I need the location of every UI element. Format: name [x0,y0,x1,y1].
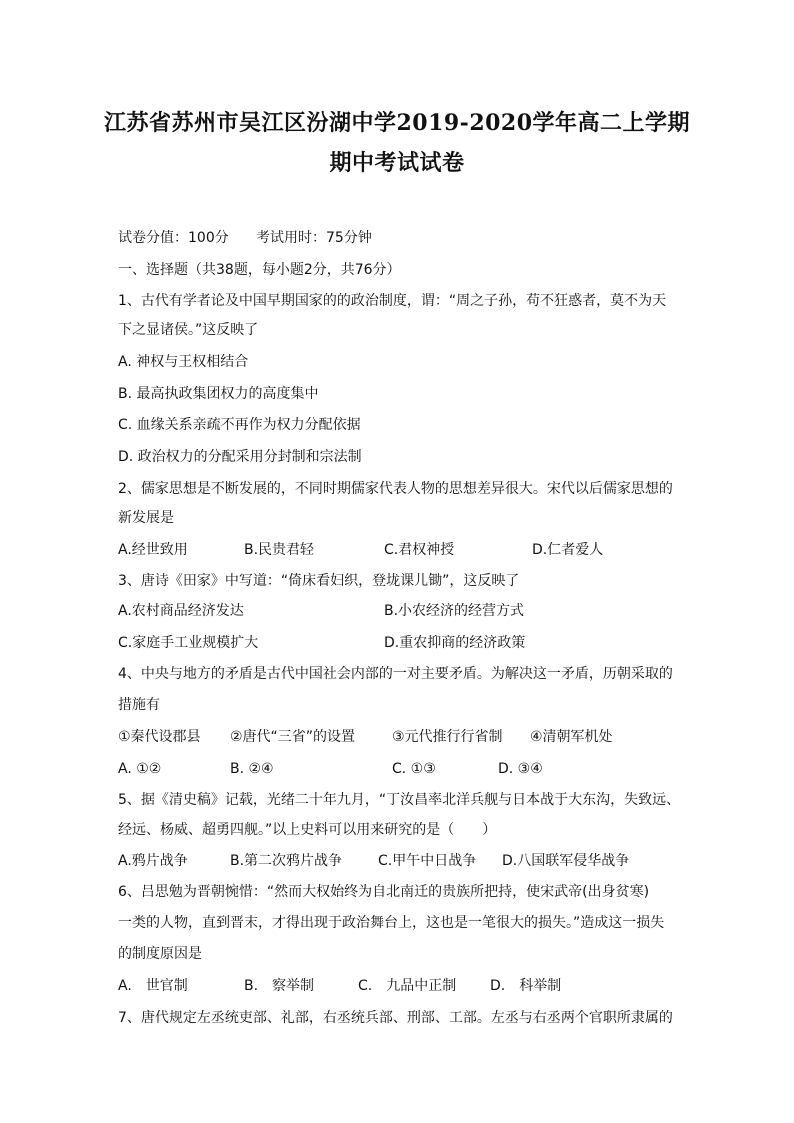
question-3-stem: 3、唐诗《田家》中写道：“倚床看妇织，登垅课儿锄”，这反映了 [118,573,520,589]
question-1-option-b: B. 最高执政集团权力的高度集中 [118,386,319,402]
score-value: 试卷分值：100分 [118,230,229,246]
question-4-option-d: D. ③④ [498,761,543,777]
question-5-options [118,851,678,871]
question-2-option-b: B.民贵君轻 [244,542,315,558]
question-6-stem-line-1: 6、吕思勉为晋朝惋惜：“然而大权始终为自北南迁的贵族所把持，使宋武帝(出身贫寒) [118,884,650,900]
question-4-item-2: ②唐代“三省”的设置 [230,729,356,745]
time-value: 考试用时：75分钟 [256,230,372,246]
question-2-options [118,540,678,560]
question-6-option-b: B. 察举制 [244,978,315,994]
question-2-option-c: C.君权神授 [384,542,455,558]
question-5-stem-line-1: 5、据《清史稿》记载，光绪二十年九月，“丁汝昌率北洋兵舰与日本战于大东沟，失致远、 [118,792,681,808]
question-4-option-a: A. ①② [118,761,162,777]
question-5-option-a: A.鸦片战争 [118,853,188,869]
question-4-option-c: C. ①③ [392,761,436,777]
question-4-item-1: ①秦代设郡县 [118,729,201,745]
question-6-option-c: C. 九品中正制 [358,978,457,994]
question-1-stem-line-2: 下之显诸侯。”这反映了 [118,322,259,338]
question-4-item-3: ③元代推行行省制 [392,729,503,745]
question-5-option-c: C.甲午中日战争 [378,853,477,869]
question-5-stem-line-2: 经远、杨威、超勇四舰。”以上史料可以用来研究的是（ ） [118,822,497,838]
question-6-option-a: A. 世官制 [118,978,188,994]
question-1-option-a: A. 神权与王权相结合 [118,354,249,370]
question-1-option-c: C. 血缘关系亲疏不再作为权力分配依据 [118,417,361,433]
question-3-options-row-2 [118,633,678,653]
question-6-stem-line-3: 的制度原因是 [118,946,202,962]
question-1-option-d: D. 政治权力的分配采用分封制和宗法制 [118,449,362,465]
section-heading: 一、选择题（共38题，每小题2分，共76分） [118,262,401,278]
exam-title-line-2: 期中考试试卷 [329,150,465,176]
question-4-options [118,759,678,779]
question-4-option-b: B. ②④ [230,761,274,777]
question-3-option-d: D.重农抑商的经济政策 [384,635,526,651]
question-3-option-a: A.农村商品经济发达 [118,603,244,619]
question-3-options-row-1 [118,601,678,621]
question-2-stem-line-1: 2、儒家思想是不断发展的，不同时期儒家代表人物的思想差异很大。宋代以后儒家思想的 [118,481,673,497]
question-3-option-c: C.家庭手工业规模扩大 [118,635,259,651]
question-4-items [118,727,678,747]
question-4-stem-line-2: 措施有 [118,697,160,713]
question-2-stem-line-2: 新发展是 [118,510,174,526]
question-2-option-d: D.仁者爱人 [532,542,604,558]
exam-title-line-1: 江苏省苏州市吴江区汾湖中学2019-2020学年高二上学期 [103,110,691,136]
question-6-option-d: D. 科举制 [490,978,562,994]
question-3-option-b: B.小农经济的经营方式 [384,603,525,619]
question-5-option-d: D.八国联军侵华战争 [502,853,630,869]
question-1-stem-line-1: 1、古代有学者论及中国早期国家的的政治制度，谓：“周之子孙，苟不狂惑者，莫不为天 [118,293,667,309]
question-2-option-a: A.经世致用 [118,542,188,558]
question-6-stem-line-2: 一类的人物，直到晋末，才得出现于政治舞台上，这也是一笔很大的损失。”造成这一损失 [118,915,665,931]
question-4-stem-line-1: 4、中央与地方的矛盾是古代中国社会内部的一对主要矛盾。为解决这一矛盾，历朝采取的 [118,666,673,682]
question-7-stem-line-1: 7、唐代规定左丞统吏部、礼部，右丞统兵部、刑部、工部。左丞与右丞两个官职所隶属的 [118,1010,673,1026]
exam-meta [118,228,678,248]
question-4-item-4: ④清朝军机处 [530,729,613,745]
question-5-option-b: B.第二次鸦片战争 [230,853,343,869]
question-6-options [118,976,678,996]
